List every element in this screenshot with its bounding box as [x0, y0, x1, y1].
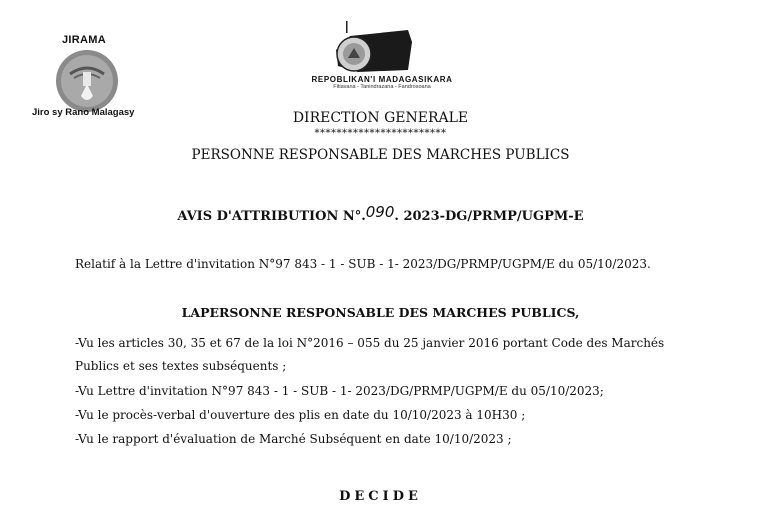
- jirama-title: JIRAMA: [62, 34, 106, 46]
- vu-line-1b: Publics et ses textes subséquents ;: [75, 359, 287, 373]
- vu-line-4: -Vu le rapport d'évaluation de Marché Subséquent en date 10/10/2023 ;: [75, 432, 512, 446]
- jirama-slogan: Jiro sy Rano Malagasy: [32, 107, 135, 118]
- lapersonne-heading: LAPERSONNE RESPONSABLE DES MARCHES PUBLICS,: [181, 305, 580, 320]
- avis-prefix: AVIS D'ATTRIBUTION N°.: [177, 209, 366, 224]
- vu-line-1a: -Vu les articles 30, 35 et 67 de la loi N°2016 – 055 du 25 janvier 2016 portant Code des Marchés: [75, 336, 665, 350]
- prmp-heading: PERSONNE RESPONSABLE DES MARCHES PUBLICS: [191, 147, 570, 163]
- vu-line-2: -Vu Lettre d'invitation N°97 843 - 1 - SUB - 1- 2023/DG/PRMP/UGPM/E du 05/10/2023;: [75, 384, 604, 398]
- vu-line-3: -Vu le procès-verbal d'ouverture des plis en date du 10/10/2023 à 10H30 ;: [75, 408, 526, 422]
- avis-title: [0, 203, 761, 224]
- republic-motto: Fitiavana - Tanindrazana - Fandrosoana: [333, 84, 431, 90]
- avis-number: 090: [365, 203, 395, 221]
- republic-name: REPOBLIKAN'I MADAGASIKARA: [311, 75, 453, 84]
- jirama-logo-icon: [54, 48, 120, 114]
- madagascar-emblem-icon: [328, 20, 418, 80]
- relatif-line: Relatif à la Lettre d'invitation N°97 843 - 1 - SUB - 1- 2023/DG/PRMP/UGPM/E du 05/10/2023.: [75, 257, 651, 271]
- decide-heading: DECIDE: [339, 489, 422, 504]
- avis-suffix: . 2023-DG/PRMP/UGPM-E: [394, 209, 584, 224]
- direction-heading: DIRECTION GENERALE: [292, 110, 469, 126]
- stars-divider: ************************: [314, 128, 447, 139]
